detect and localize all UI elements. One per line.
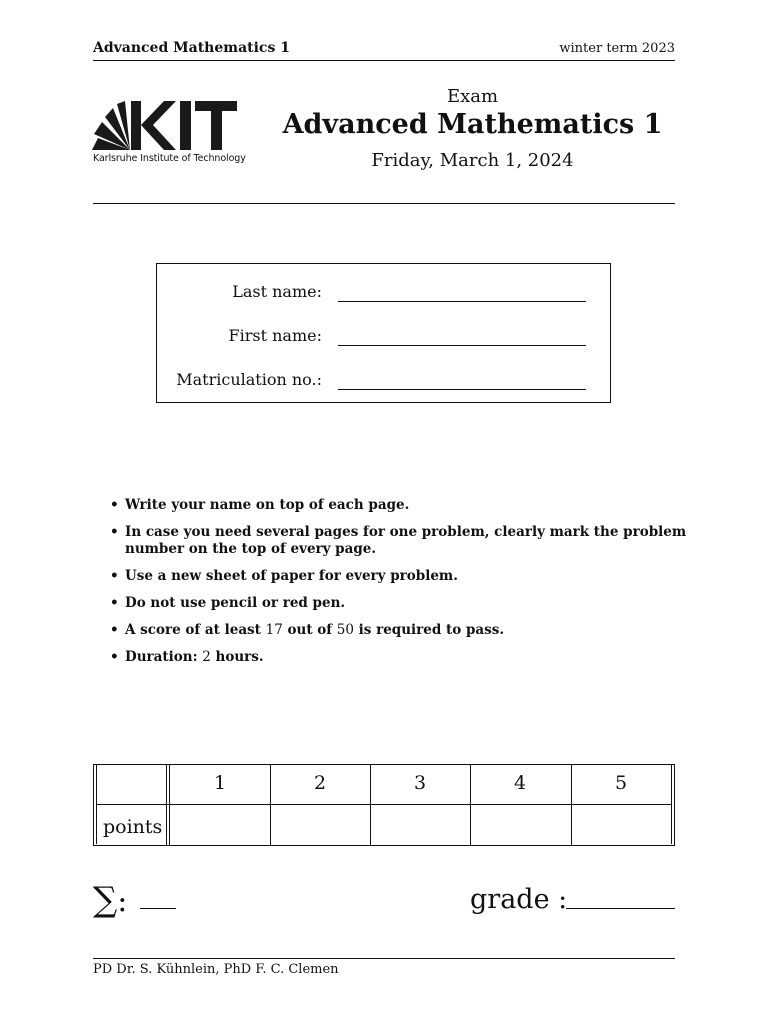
bullet-icon: • [110, 524, 119, 540]
bullet-icon: • [110, 595, 119, 611]
instruction-item: • Do not use pencil or red pen. [110, 595, 346, 611]
first-name-field[interactable] [338, 345, 586, 346]
footer-divider [93, 958, 675, 959]
page-header [93, 40, 675, 61]
problem-header-2: 2 [313, 772, 327, 794]
instruction-item: • Use a new sheet of paper for every problem. [110, 568, 458, 584]
instruction-item: • Write your name on top of each page. [110, 497, 410, 513]
instruction-item: • In case you need several pages for one problem, clearly mark the problem number on the top of every page. [110, 524, 687, 557]
matriculation-field[interactable] [338, 389, 586, 390]
last-name-row [157, 282, 610, 306]
problem-header-4: 4 [513, 772, 527, 794]
exam-date: Friday, March 1, 2024 [371, 150, 574, 171]
student-info-box [156, 263, 611, 403]
matriculation-row [157, 370, 610, 394]
matriculation-label: Matriculation no.: [176, 370, 322, 389]
kit-logo-subtitle: Karlsruhe Institute of Technology [93, 153, 246, 164]
sum-label: ∑: [93, 880, 128, 920]
instructions-list [110, 497, 690, 676]
title-divider [93, 203, 675, 204]
footer-authors: PD Dr. S. Kühnlein, PhD F. C. Clemen [93, 962, 339, 977]
instruction-item: • A score of at least 17 out of 50 is required to pass. [110, 622, 505, 638]
header-term: winter term 2023 [559, 41, 675, 56]
problem-header-3: 3 [413, 772, 427, 794]
bullet-icon: • [110, 568, 119, 584]
bullet-icon: • [110, 649, 119, 665]
problem-header-5: 5 [614, 772, 628, 794]
first-name-row [157, 326, 610, 350]
sigma-icon: ∑ [93, 880, 118, 920]
instruction-item: • Duration: 2 hours. [110, 649, 264, 665]
points-row-label: points [103, 816, 163, 838]
grade-field[interactable] [566, 908, 675, 909]
points-table [93, 764, 675, 846]
bullet-icon: • [110, 497, 119, 513]
first-name-label: First name: [228, 326, 322, 345]
exam-title: Advanced Mathematics 1 [282, 109, 663, 140]
last-name-field[interactable] [338, 301, 586, 302]
header-course: Advanced Mathematics 1 [93, 40, 290, 56]
last-name-label: Last name: [232, 282, 322, 301]
grade-label: grade : [470, 884, 568, 915]
exam-label: Exam [446, 86, 499, 107]
title-block [270, 84, 675, 171]
problem-header-1: 1 [213, 772, 227, 794]
bullet-icon: • [110, 622, 119, 638]
sum-field[interactable] [140, 908, 176, 909]
